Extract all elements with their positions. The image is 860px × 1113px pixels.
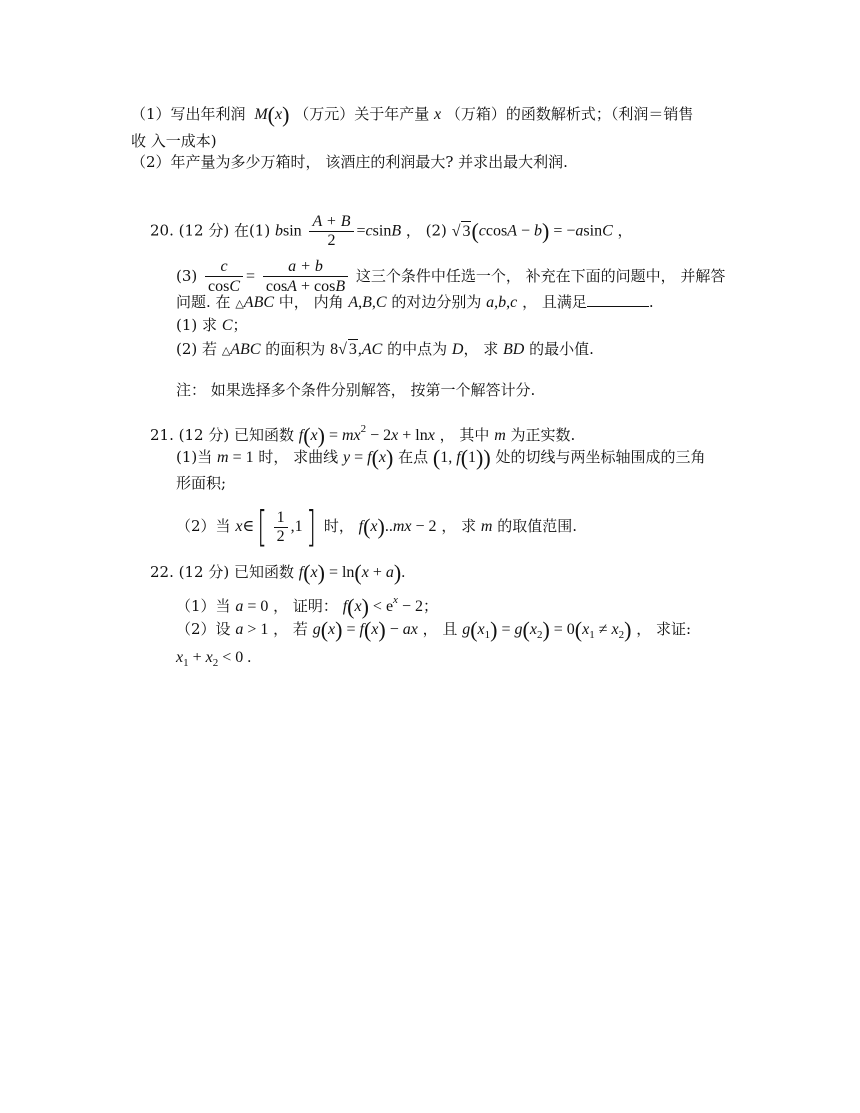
fraction-a-plus-b-over-cos-sum: $\frac{a + b}{\cos A + \cos B}$	[263, 258, 348, 296]
q20-line3-b: 中， 内角	[278, 293, 344, 311]
q19-part2-text: （2）年产量为多少万箱时， 该酒庄的利润最大? 并求出最大利润.	[131, 153, 568, 171]
right-bracket: ]	[305, 502, 316, 551]
q21-part2-c: ， 求	[441, 517, 477, 535]
q20-part1: (1) 求 C；	[176, 316, 248, 334]
fraction-c-over-cosC: $\frac{c}{\cos C}$	[205, 258, 243, 296]
q20-cond-text: 这三个条件中任选一个， 补充在下面的问题中， 并解答	[355, 267, 726, 285]
q19-part1-text-d: 收 入一成本)	[131, 132, 217, 150]
q20-part2: (2) 若 △ABC 的面积为 8√ 3,AC 的中点为 D， 求 BD 的最小值.	[176, 340, 594, 358]
q21-part1-e: 形面积;	[176, 474, 227, 492]
answer-blank	[587, 292, 649, 307]
q21-part1-b: 时， 求曲线	[258, 448, 339, 466]
q22-part1-a: （1）当	[176, 597, 231, 615]
q21-line1: 21. (12 分) 已知函数 $f(x) = mx^2 - 2x + \ln x$ ， 其中 m 为正实数.	[150, 423, 576, 448]
q21-part1-a: (1)当	[176, 448, 213, 466]
q20-part2-c: 的中点为	[387, 340, 448, 358]
q19-part1-text-c: （万箱）的函数解析式；（利润＝销售	[445, 105, 694, 123]
q22-part1: （1）当 a = 0 ， 证明： $f(x) < e^x - 2$；	[176, 594, 438, 619]
q22-part2-d: ， 求证:	[636, 620, 692, 638]
q20-note	[176, 380, 535, 400]
fraction-one-half: $\frac{1}{2}$	[274, 509, 288, 546]
q20-line3-c: 的对边分别为	[391, 293, 482, 311]
sqrt-3: √ 3	[451, 222, 471, 240]
q20-line3-d: ， 且满足	[522, 293, 587, 311]
q21-part2-b: 时，	[323, 517, 354, 535]
q22-conclusion: $x_1 + x_2 < 0$ .	[176, 649, 252, 669]
left-bracket: [	[257, 502, 268, 551]
q19-part1-line1: （1）写出年利润 M(x) （万元）关于年产量 x （万箱）的函数解析式；（利润＝销售	[131, 102, 694, 127]
q19-part2	[131, 152, 568, 172]
q21-part1-c: 在点	[398, 448, 429, 466]
q21-part1-d: 处的切线与两坐标轴围成的三角	[495, 448, 706, 466]
q21-lead-c: 为正实数.	[510, 426, 576, 444]
q20-line3: 问题. 在 △ABC 中， 内角 A,B,C 的对边分别为 a,b,c ， 且满足 .	[176, 293, 654, 311]
q20-line2: (3) $\frac{c}{\cos C}$ = $\frac{a + b}{\cos A + \cos B}$ 这三个条件中任选一个， 补充在下面的问题中， 并解答	[176, 258, 726, 295]
q22-lead: 22. (12 分) 已知函数	[150, 563, 294, 581]
q19-part1-text-a: （1）写出年利润	[131, 105, 246, 123]
triangle-icon: △	[221, 345, 231, 357]
q20-line1: 20. (12 分) 在(1) bsin $\frac{A + B}{2}$ =csinB ， (2) √ 3(ccosA − b) = −asinC ，	[150, 213, 633, 249]
fraction-a-plus-b-over-2: $\frac{A + B}{2}$	[309, 213, 353, 250]
q20-part2-a: (2) 若	[176, 340, 218, 358]
triangle-icon: △	[235, 298, 244, 310]
q21-lead-b: ， 其中	[439, 426, 490, 444]
q22-part1-b: ， 证明：	[273, 597, 338, 615]
q21-part2-a: （2）当	[176, 517, 231, 535]
q19-part1-line2	[131, 131, 217, 151]
q22-part2: （2）设 a > 1 ， 若 g(x) = f(x) − ax ， 且 $g(x_1) = g(x_2) = 0(x_1 \ne x_2)$ ， 求证:	[176, 617, 692, 642]
q21-lead: 21. (12 分) 已知函数	[150, 426, 294, 444]
q19-part1-text-b: （万元）关于年产量	[294, 105, 430, 123]
q20-opt3: (3)	[176, 267, 198, 285]
q21-part1: (1)当 m = 1 时， 求曲线 y = f(x) 在点 (1, f(1)) 处的切线与两坐标轴围成的三角	[176, 445, 706, 470]
q20-part1-text: (1) 求	[176, 316, 218, 334]
q20-lead: 20. (12 分) 在(1)	[150, 221, 271, 240]
q20-part2-d: ， 求	[463, 340, 499, 358]
q21-part2-d: 的取值范围.	[497, 517, 578, 535]
q20-part2-b: 的面积为	[265, 340, 326, 358]
q21-part1-cont	[176, 473, 226, 493]
q20-line3-a: 问题. 在	[176, 293, 231, 311]
q21-part2: （2）当 x∈[ $\frac{1}{2}$ ,1] 时， f(x)..mx − 2 ， 求 m 的取值范围.	[176, 502, 578, 551]
q20-note-text: 注： 如果选择多个条件分别解答， 按第一个解答计分.	[176, 381, 536, 399]
q22-part2-c: ， 且	[422, 620, 458, 638]
math-M-of-x: M	[250, 106, 268, 123]
q22-part2-a: （2）设	[176, 620, 231, 638]
q20-part2-e: 的最小值.	[529, 340, 594, 358]
q20-opt2: ， (2)	[405, 221, 447, 240]
q22-line1: 22. (12 分) 已知函数 f(x) = ln(x + a).	[150, 560, 406, 585]
q22-part2-b: ， 若	[273, 620, 308, 638]
